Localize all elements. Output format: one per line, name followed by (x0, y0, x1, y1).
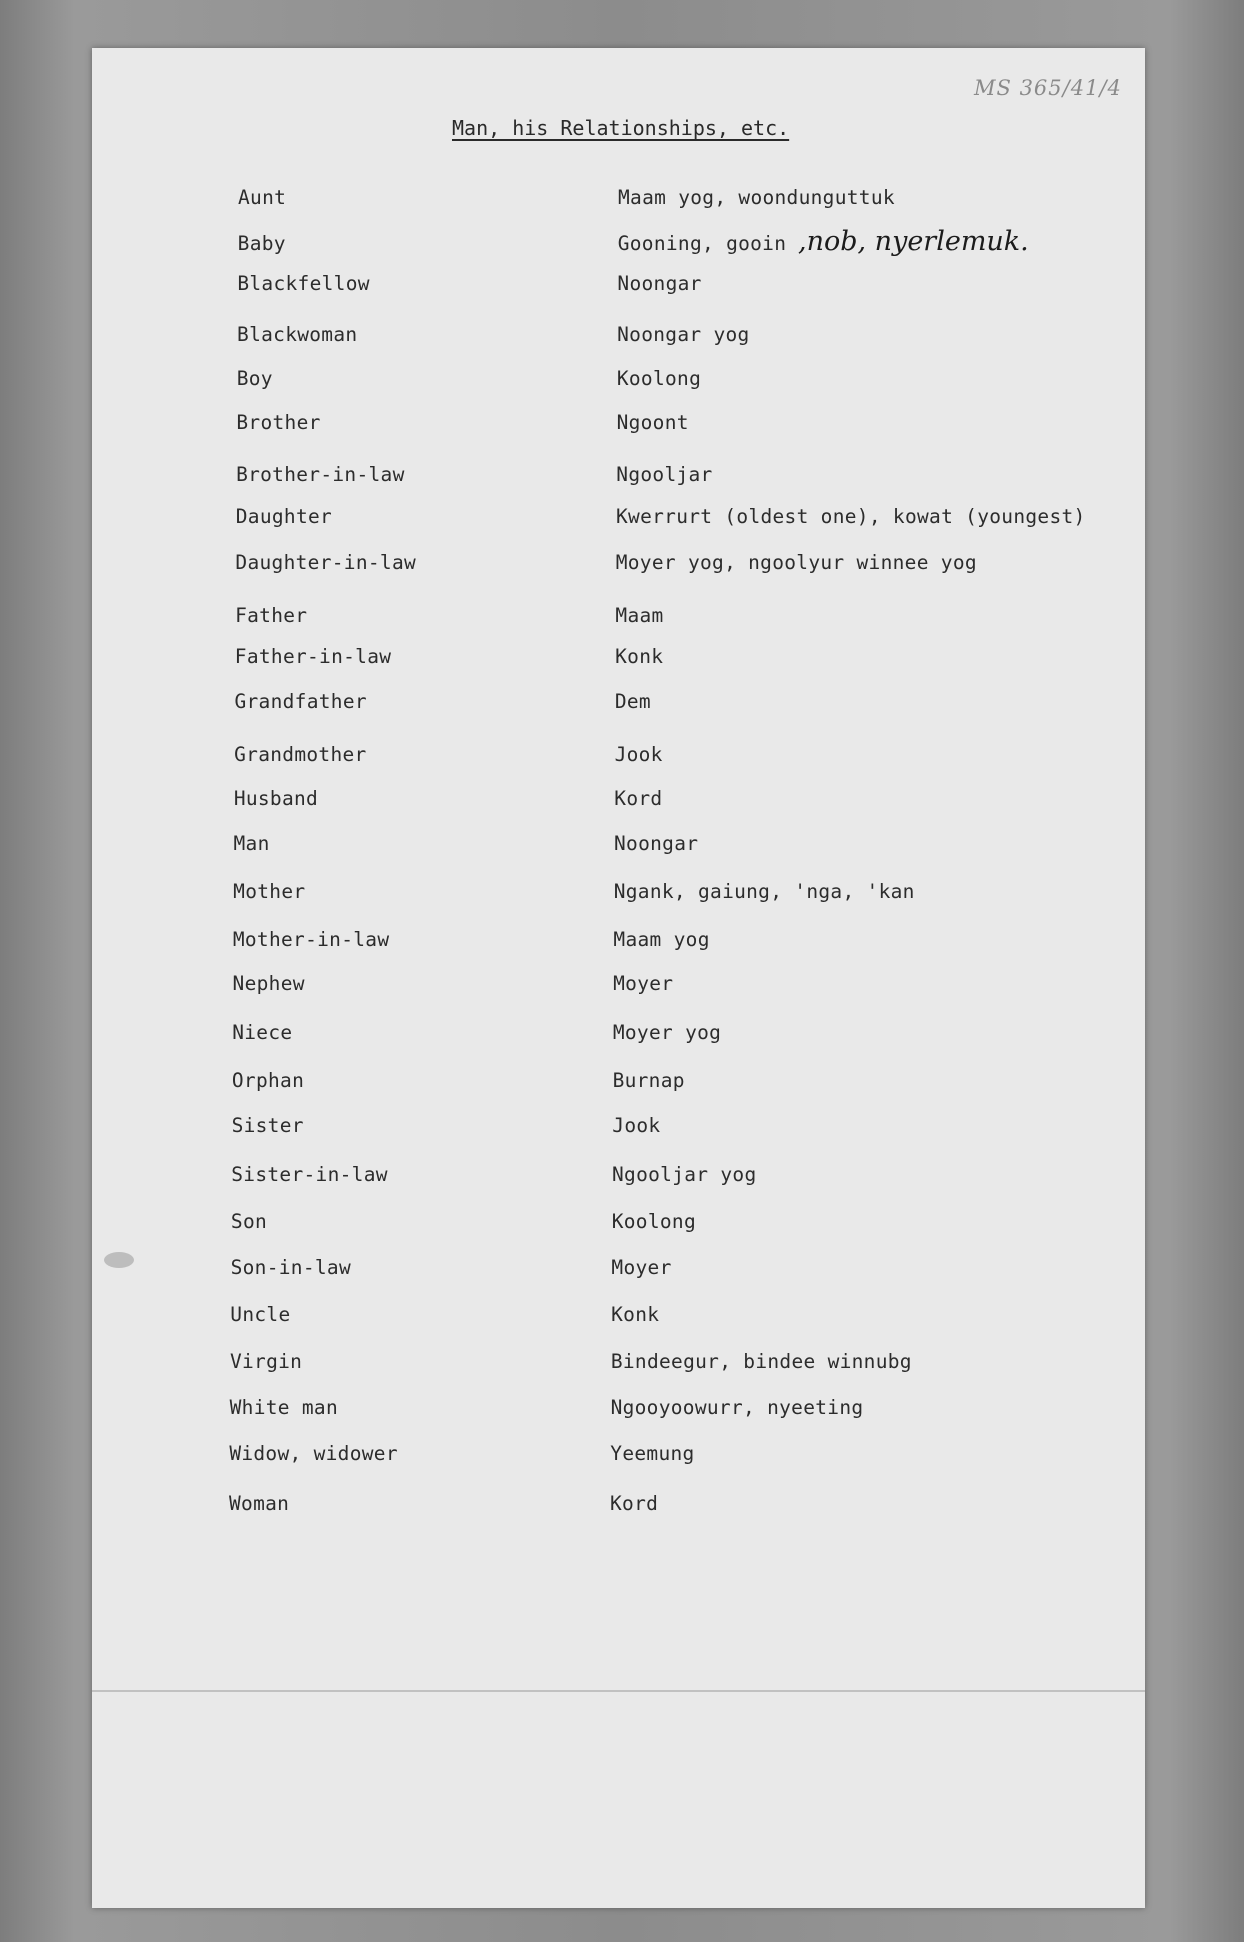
noongar-translation: Moyer (613, 972, 674, 995)
vocab-row (0, 1303, 1244, 1333)
vocab-row (0, 551, 1244, 581)
noongar-translation: Jook (612, 1114, 661, 1137)
vocab-row (0, 411, 1244, 441)
english-term: Man (233, 832, 270, 855)
vocab-row (0, 972, 1244, 1002)
vocab-row (0, 1442, 1244, 1472)
english-term: Father (235, 604, 308, 627)
english-term: Widow, widower (229, 1442, 398, 1465)
english-term: Orphan (231, 1069, 305, 1092)
english-term: Blackfellow (237, 272, 370, 295)
vocab-row (0, 186, 1244, 216)
noongar-translation: Koolong (611, 1210, 696, 1233)
english-term: Nephew (232, 972, 305, 995)
noongar-translation: Ngooljar (616, 463, 713, 486)
noongar-translation: Noongar (614, 832, 699, 855)
english-term: Sister (231, 1114, 304, 1137)
english-term: Grandfather (234, 690, 367, 713)
noongar-translation: Maam yog (613, 928, 710, 951)
vocab-row (0, 1210, 1244, 1240)
vocab-row (0, 505, 1244, 535)
noongar-translation: Moyer yog, ngoolyur winnee yog (615, 551, 977, 574)
handwritten-addition: ,nob, nyerlemuk. (798, 226, 1029, 257)
noongar-translation: Dem (614, 690, 651, 713)
english-term: Brother-in-law (236, 463, 405, 486)
english-term: Mother-in-law (232, 928, 390, 951)
noongar-translation: Konk (615, 645, 664, 668)
vocab-row (0, 1350, 1244, 1380)
noongar-translation: Koolong (616, 367, 702, 390)
vocab-row (0, 1021, 1244, 1051)
noongar-translation: Kord (614, 787, 663, 810)
noongar-translation: Maam yog, woondunguttuk (618, 186, 895, 209)
noongar-translation: Burnap (612, 1069, 685, 1092)
noongar-translation: Noongar (617, 272, 702, 295)
noongar-translation: Moyer (611, 1256, 672, 1279)
english-term: Sister-in-law (231, 1163, 388, 1186)
vocab-row (0, 1256, 1244, 1286)
vocab-row (0, 787, 1244, 817)
vocab-row (0, 928, 1244, 958)
noongar-translation: Moyer yog (612, 1021, 722, 1044)
vocab-row (0, 1396, 1244, 1426)
vocab-row (0, 645, 1244, 675)
noongar-translation: Ngooyoowurr, nyeeting (610, 1396, 864, 1419)
vocab-row (0, 690, 1244, 720)
vocab-row (0, 743, 1244, 773)
page-title: Man, his Relationships, etc. (452, 116, 790, 140)
vocab-row (0, 463, 1244, 493)
english-term: Daughter-in-law (235, 551, 417, 574)
vocab-row (0, 880, 1244, 910)
english-term: White man (229, 1396, 339, 1419)
english-term: Grandmother (234, 743, 367, 766)
vocab-row (0, 1114, 1244, 1144)
vocab-row (0, 1069, 1244, 1099)
archive-reference-mark: MS 365/41/4 (974, 76, 1122, 100)
english-term: Boy (236, 367, 273, 390)
vocab-row (0, 832, 1244, 862)
noongar-translation: Kwerrurt (oldest one), kowat (youngest) (616, 505, 1086, 528)
english-term: Niece (232, 1021, 293, 1044)
vocab-row (0, 367, 1244, 397)
english-term: Son (230, 1210, 268, 1233)
noongar-translation: Ngoont (616, 411, 689, 434)
noongar-translation: Konk (611, 1303, 660, 1326)
vocab-row (0, 604, 1244, 634)
noongar-translation: Noongar yog (617, 323, 750, 346)
english-term: Baby (237, 232, 286, 255)
english-term: Brother (236, 411, 321, 434)
noongar-translation: Gooning, gooin (617, 232, 787, 255)
english-term: Virgin (229, 1350, 303, 1373)
noongar-translation: Yeemung (610, 1442, 695, 1465)
noongar-translation: Maam (615, 604, 664, 627)
english-term: Woman (229, 1492, 290, 1515)
vocab-row (0, 323, 1244, 353)
english-term: Uncle (230, 1303, 291, 1326)
noongar-translation: Bindeegur, bindee winnubg (610, 1350, 912, 1373)
english-term: Mother (233, 880, 306, 903)
vocab-row (0, 1163, 1244, 1193)
english-term: Husband (233, 787, 319, 810)
vocab-row (0, 1492, 1244, 1522)
english-term: Daughter (235, 505, 333, 528)
noongar-translation: Kord (610, 1492, 659, 1515)
noongar-translation: Ngank, gaiung, 'nga, 'kan (613, 880, 915, 903)
english-term: Blackwoman (237, 323, 358, 346)
english-term: Aunt (238, 186, 287, 209)
vocab-row (0, 226, 1244, 262)
noongar-translation: Ngooljar yog (612, 1163, 757, 1186)
english-term: Father-in-law (234, 645, 392, 668)
noongar-translation: Jook (614, 743, 663, 766)
english-term: Son-in-law (230, 1256, 351, 1279)
vocab-row (0, 272, 1244, 302)
